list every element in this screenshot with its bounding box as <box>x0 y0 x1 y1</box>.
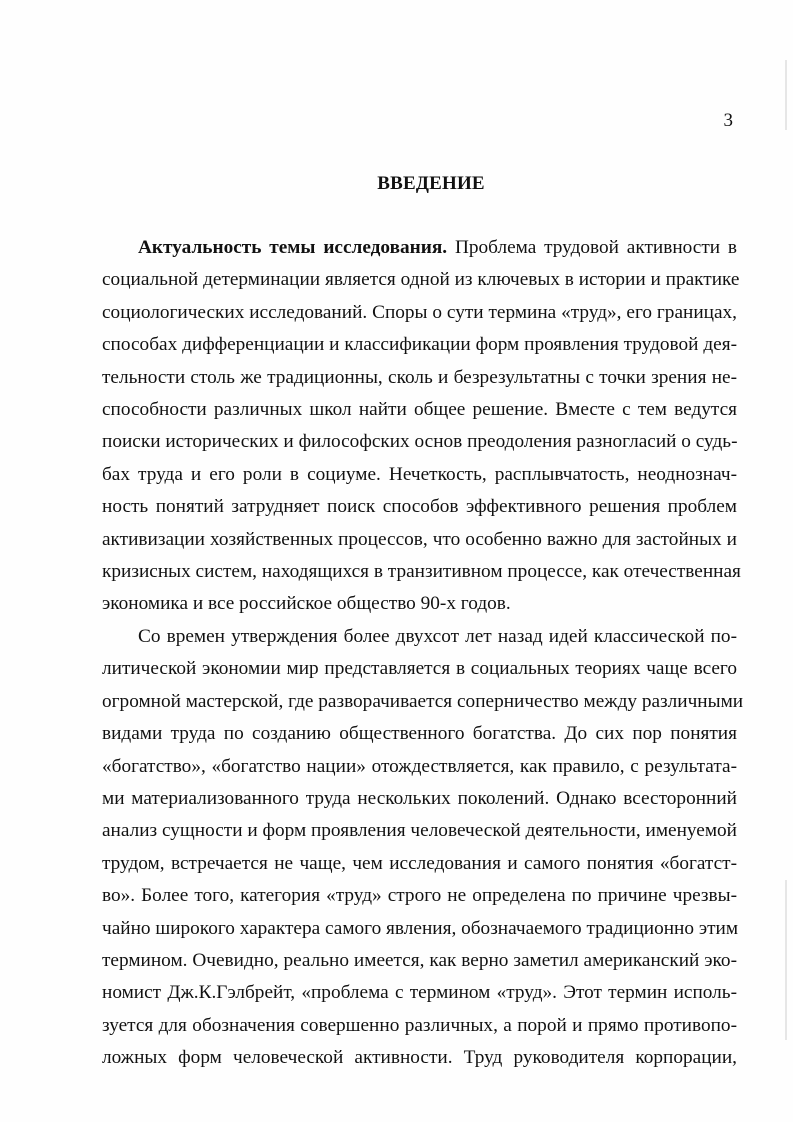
paragraph-line: термином. Очевидно, реально имеется, как верно заметил американский эко- <box>102 949 737 971</box>
scan-edge-mark <box>785 880 787 1040</box>
paragraph-line: огромной мастерской, где разворачивается соперничество между различными <box>102 690 744 712</box>
paragraph-line: номист Дж.К.Гэлбрейт, «проблема с термином «труд». Этот термин исполь- <box>102 982 737 1004</box>
paragraph-line: социологических исследований. Споры о сути термина «труд», его границах, <box>102 301 737 323</box>
paragraph-line: ность понятий затрудняет поиск способов эффективного решения проблем <box>102 496 737 518</box>
paragraph-line: ми материализованного труда нескольких поколений. Однако всесторонний <box>102 787 737 809</box>
paragraph-line: способности различных школ найти общее решение. Вместе с тем ведутся <box>102 398 737 420</box>
paragraph-line: способах дифференциации и классификации форм проявления трудовой дея- <box>102 334 737 356</box>
paragraph-line-text: Проблема трудовой активности в <box>447 237 737 258</box>
paragraph-line: ложных форм человеческой активности. Труд руководителя корпорации, <box>102 1047 737 1069</box>
scan-edge-mark <box>785 60 787 130</box>
paragraph-relevance <box>102 232 741 621</box>
paragraph-line: во». Более того, категория «труд» строго не определена по причине чрезвы- <box>102 885 737 907</box>
paragraph-line: Со времен утверждения более двухсот лет назад идей классической по- <box>138 626 737 647</box>
paragraph-labor-theory <box>102 621 744 1074</box>
page-number: 3 <box>723 110 733 131</box>
section-heading: ВВЕДЕНИЕ <box>377 173 485 194</box>
paragraph-line: зуется для обозначения совершенно различных, а порой и прямо противопо- <box>102 1014 737 1036</box>
paragraph-line: социальной детерминации является одной из ключевых в истории и практике <box>102 269 740 291</box>
paragraph-line: активизации хозяйственных процессов, что особенно важно для застойных и <box>102 528 737 550</box>
paragraph-line: тельности столь же традиционны, сколь и безрезультатны с точки зрения не- <box>102 366 737 388</box>
paragraph-line: поиски исторических и философских основ преодоления разногласий о судь- <box>102 431 738 453</box>
paragraph-line: видами труда по созданию общественного богатства. До сих пор понятия <box>102 723 737 745</box>
paragraph-lead-heading: Актуальность темы исследования. <box>138 237 448 258</box>
paragraph-line: литической экономии мир представляется в социальных теориях чаще всего <box>102 658 737 680</box>
paragraph-line: экономика и все российское общество 90-х годов. <box>102 593 511 615</box>
paragraph-line: бах труда и его роли в социуме. Нечеткость, расплывчатость, неоднознач- <box>102 463 737 485</box>
paragraph-line <box>102 232 737 264</box>
paragraph-line: кризисных систем, находящихся в транзитивном процессе, как отечественная <box>102 560 741 582</box>
paragraph-line: трудом, встречается не чаще, чем исследования и самого понятия «богатст- <box>102 852 737 874</box>
paragraph-line: «богатство», «богатство нации» отождествляется, как правило, с результата- <box>102 755 737 777</box>
paragraph-line: анализ сущности и форм проявления человеческой деятельности, именуемой <box>102 820 738 842</box>
paragraph-line: чайно широкого характера самого явления, обозначаемого традиционно этим <box>102 917 739 939</box>
